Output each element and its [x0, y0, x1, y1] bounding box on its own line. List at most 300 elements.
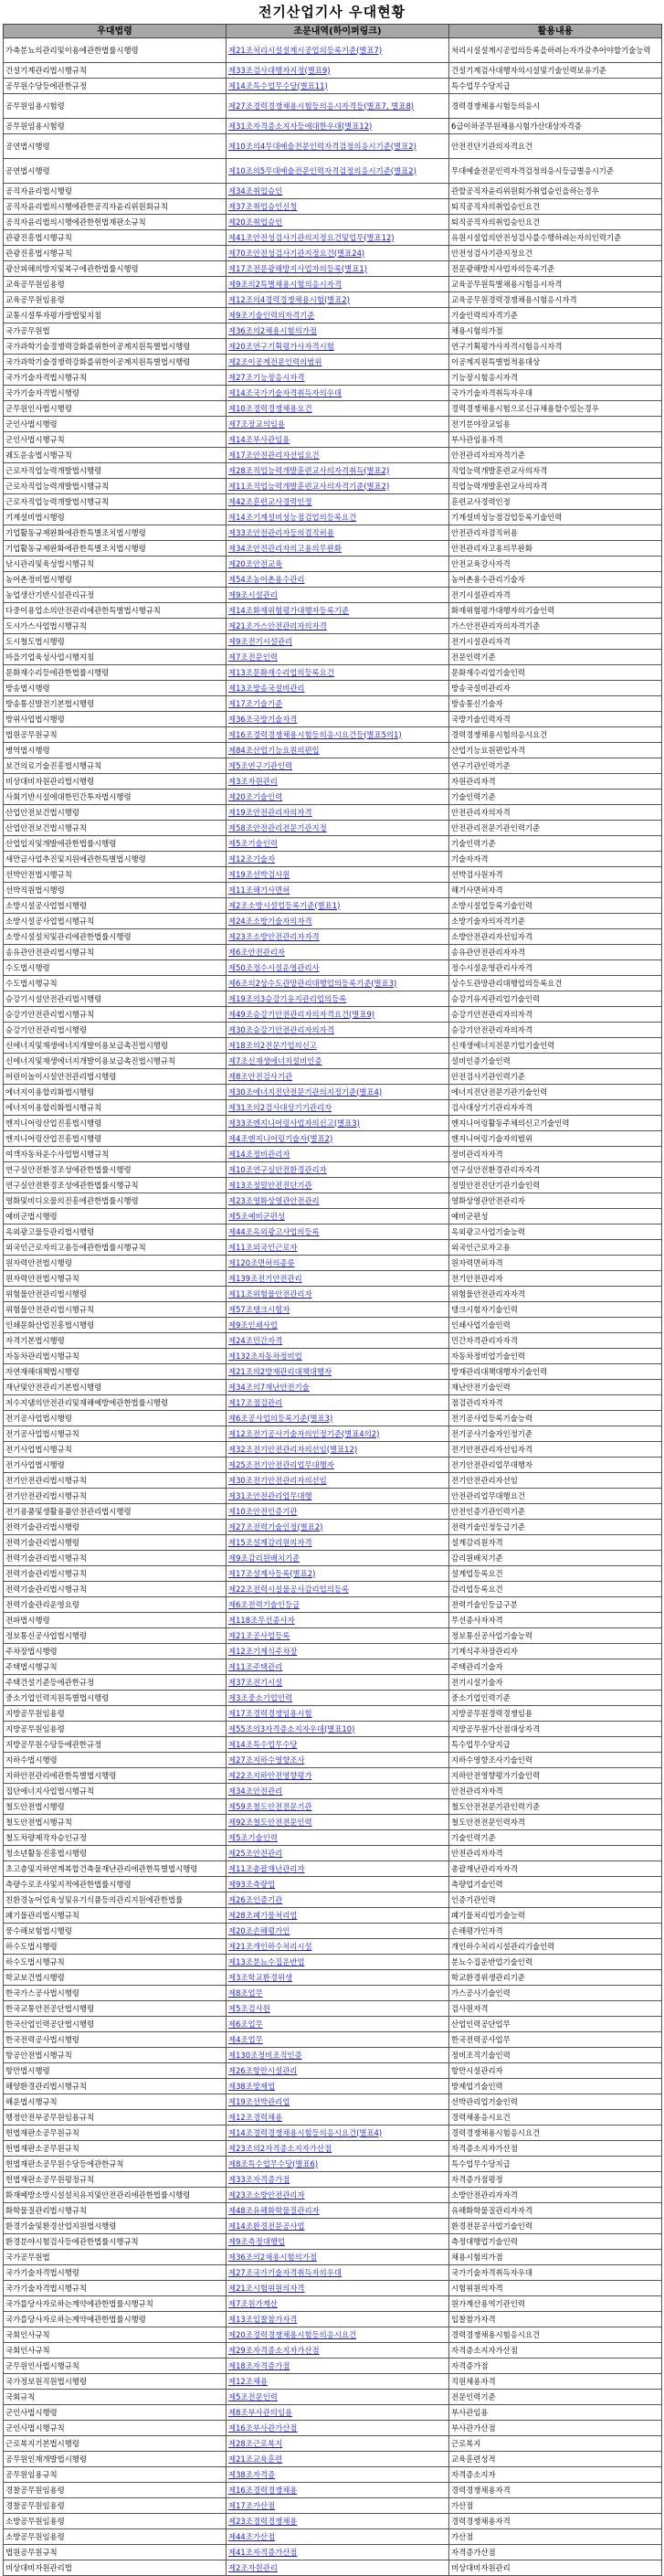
- article-link[interactable]: 제23조영화상영관안전관리: [228, 1195, 320, 1205]
- law-name-cell: 비상대비자원관리법시행령: [4, 774, 227, 790]
- article-cell: [227, 634, 449, 650]
- usage-cell: 신재생에너지전문기업기술인력: [449, 1038, 662, 1054]
- article-link[interactable]: 제13조방송국설비관리: [228, 683, 305, 693]
- article-cell: [227, 215, 449, 230]
- article-link[interactable]: 제55조의3자격증소지자우대(별표10): [228, 1723, 355, 1733]
- law-name-cell: 농업생산기반시설관리규정: [4, 588, 227, 603]
- table-row: [4, 38, 662, 63]
- article-link[interactable]: 제27조전력기술인정(별표2): [228, 1521, 323, 1532]
- article-link[interactable]: 제7조장교의임용: [228, 419, 285, 429]
- article-cell: [227, 2436, 449, 2452]
- article-link[interactable]: 제17조점검관리: [228, 1397, 283, 1407]
- article-link[interactable]: 제6조전력기술인등급: [228, 1599, 300, 1609]
- article-link[interactable]: 제12조기술자: [228, 853, 276, 864]
- usage-cell: 전문인력기준: [449, 650, 662, 665]
- usage-cell: 총괄재난관리자자격: [449, 1861, 662, 1877]
- usage-cell: 소방기술자의자격기준: [449, 914, 662, 929]
- article-cell: [227, 417, 449, 432]
- article-link[interactable]: 제34조안전관리자의고용의무완화: [228, 543, 342, 553]
- article-cell: [227, 960, 449, 976]
- article-link[interactable]: 제9조시설관리: [228, 589, 278, 599]
- article-link[interactable]: 제33조검사대행자지정(별표9): [228, 65, 331, 75]
- law-name-cell: 전력기술관리운영요령: [4, 1597, 227, 1613]
- article-cell: [227, 696, 449, 712]
- article-link[interactable]: 제33조자격증가점: [228, 2174, 290, 2184]
- article-cell: [227, 929, 449, 945]
- article-link[interactable]: 제30조에너지진단전문기관의지정기준(별표4): [228, 1087, 383, 1097]
- article-link[interactable]: 제130조정비조직인증: [228, 2050, 302, 2060]
- article-link[interactable]: 제84조산업기능요원의편입: [228, 745, 320, 755]
- article-link[interactable]: 제12조전기공사기술자의인정기준(별표4의2): [228, 1428, 380, 1438]
- article-link[interactable]: 제12조기계식주차장: [228, 1646, 298, 1656]
- article-link[interactable]: 제7조전문인력: [228, 652, 278, 662]
- article-link[interactable]: 제36조국방기술자격: [228, 714, 298, 724]
- article-link[interactable]: 제14조정비관리자: [228, 1149, 290, 1159]
- article-link[interactable]: 제5조기술인력: [228, 838, 278, 848]
- article-link[interactable]: 제17조설계사등록(별표2): [228, 1568, 316, 1578]
- article-link[interactable]: 제27조경력경쟁채용시험등의응시자격등(별표7, 별표8): [228, 101, 415, 111]
- usage-cell: 자원관리자격: [449, 774, 662, 790]
- usage-cell: 연구기관인력기준: [449, 758, 662, 774]
- article-link[interactable]: 제11조총괄재난관리자: [228, 1863, 305, 1873]
- article-link[interactable]: 제49조승강기안전관리자의자격요건(별표9): [228, 1009, 375, 1019]
- article-link[interactable]: 제9조기술인력의자격기준: [228, 310, 315, 320]
- law-name-cell: 전력기술관리법시행령: [4, 1535, 227, 1551]
- article-link[interactable]: 제10조연구실안전환경관리자: [228, 1164, 327, 1174]
- article-link[interactable]: 제13조문화재수리업의등록요건: [228, 667, 334, 677]
- article-link[interactable]: 제30조전기안전관리자의선임: [228, 1475, 327, 1485]
- article-link[interactable]: 제20조연구기획평가사자격시험: [228, 341, 334, 351]
- article-link[interactable]: 제23조경력경쟁채용: [228, 2516, 298, 2526]
- article-link[interactable]: 제42조훈련교사경력인정: [228, 496, 312, 506]
- article-link[interactable]: 제22조전력시설물공사감리업의등록: [228, 1584, 350, 1594]
- law-name-cell: 국가를당사자로하는계약에관한법률시행령: [4, 2312, 227, 2327]
- article-cell: [227, 1535, 449, 1551]
- law-name-cell: 연구실안전환경조성에관한법률시행규칙: [4, 1178, 227, 1193]
- article-link[interactable]: 제32조전기안전관리자의선임(별표12): [228, 1444, 358, 1454]
- article-link[interactable]: 제93조측량업: [228, 1879, 276, 1889]
- article-link[interactable]: 제5조전문인력: [228, 2391, 278, 2401]
- law-name-cell: 국가과학기술경쟁력강화를위한이공계지원특별법시행령: [4, 339, 227, 355]
- law-name-cell: 중소기업인력지원특별법시행령: [4, 1691, 227, 1706]
- article-link[interactable]: 제19조안전관리자의자격: [228, 807, 312, 817]
- law-name-cell: 산업입지및개발에관한법률시행령: [4, 836, 227, 852]
- table-row: [4, 1054, 662, 1069]
- law-name-cell: 전력기술관리법시행규칙: [4, 1566, 227, 1582]
- article-link[interactable]: 제57조탱크시험자: [228, 1304, 290, 1314]
- article-link[interactable]: 제13조분뇨수집운반업: [228, 1956, 305, 1966]
- table-row: [4, 790, 662, 805]
- law-name-cell: 지하안전관리에관한특별법시행령: [4, 1768, 227, 1784]
- usage-cell: 입찰참가자격: [449, 2312, 662, 2327]
- article-link[interactable]: 제34조안전관리: [228, 1786, 283, 1796]
- article-cell: [227, 2234, 449, 2250]
- article-link[interactable]: 제6조공사업의등록기준(별표3): [228, 1413, 333, 1423]
- article-link[interactable]: 제34조취업승인: [228, 186, 283, 196]
- usage-cell: 채용시험의가점: [449, 323, 662, 339]
- usage-cell: 안전관리자고용의무완화: [449, 541, 662, 557]
- article-link[interactable]: 제16조부사관가산점: [228, 2422, 298, 2433]
- table-row: [4, 1504, 662, 1520]
- article-cell: [227, 134, 449, 159]
- table-row: [4, 2374, 662, 2390]
- article-link[interactable]: 제28조근로복지: [228, 2438, 283, 2448]
- table-row: [4, 1007, 662, 1023]
- article-link[interactable]: 제21조공사업등록: [228, 1630, 290, 1640]
- article-link[interactable]: 제14조기계설비성능점검업의등록요건: [228, 512, 357, 522]
- article-link[interactable]: 제6조의2상수도관망관리대행업의등록기준(별표3): [228, 978, 397, 988]
- article-link[interactable]: 제36조의2채용시험의가점: [228, 325, 317, 335]
- article-link[interactable]: 제31조자격증소지자등에대한우대(별표12): [228, 121, 373, 131]
- article-link[interactable]: 제118조무선종사자: [228, 1615, 295, 1625]
- law-name-cell: 기업활동규제완화에관한특별조치법시행령: [4, 541, 227, 557]
- article-link[interactable]: 제19조의3승강기유지관리업의등록: [228, 993, 347, 1003]
- article-link[interactable]: 제23조의2자격증소지자가산점: [228, 2143, 332, 2153]
- article-link[interactable]: 제19조선박검사원: [228, 869, 290, 879]
- usage-cell: 가산점: [449, 2498, 662, 2514]
- article-link[interactable]: 제30조승강기안전관리자의자격: [228, 1024, 334, 1034]
- article-link[interactable]: 제41조자격증가산점: [228, 2547, 298, 2557]
- article-link[interactable]: 제20조취업승인: [228, 217, 283, 227]
- article-link[interactable]: 제120조면허의종류: [228, 1257, 295, 1267]
- article-cell: [227, 2017, 449, 2032]
- article-cell: [227, 821, 449, 836]
- article-link[interactable]: 제8조특수업무수당(별표6): [228, 2158, 319, 2168]
- article-link[interactable]: 제25조전기안전관리업무대행자: [228, 1459, 334, 1469]
- usage-cell: 지하수영향조사기술인력: [449, 1753, 662, 1768]
- article-link[interactable]: 제3조중소기업인력: [228, 1692, 293, 1702]
- usage-cell: 감리업등록요건: [449, 1582, 662, 1597]
- law-name-cell: 산업안전보건법시행규칙: [4, 821, 227, 836]
- article-link[interactable]: 제37조취업승인신청: [228, 201, 298, 211]
- article-link[interactable]: 제21조교육훈련: [228, 2454, 283, 2464]
- article-link[interactable]: 제16조경력경쟁채용: [228, 2485, 298, 2495]
- article-link[interactable]: 제21조처리시설설계시공업의등록기준(별표7): [228, 45, 383, 55]
- article-link[interactable]: 제17조안전관리자선임요건: [228, 450, 320, 460]
- article-cell: [227, 261, 449, 277]
- article-cell: [227, 1395, 449, 1411]
- article-cell: [227, 2359, 449, 2374]
- article-link[interactable]: 제17조가산점: [228, 2500, 276, 2510]
- article-cell: [227, 2063, 449, 2079]
- article-link[interactable]: 제19조선박관리업: [228, 2096, 290, 2106]
- article-cell: [227, 991, 449, 1007]
- article-link[interactable]: 제14조부사관임용: [228, 434, 290, 444]
- article-link[interactable]: 제28조폐기물처리업: [228, 1910, 298, 1920]
- article-link[interactable]: 제10조의4무대예술전문인력자격검정의응시기준(별표2): [228, 141, 416, 151]
- usage-cell: 국가기술자격취득자우대: [449, 2265, 662, 2281]
- article-link[interactable]: 제6조안전관리자: [228, 947, 285, 957]
- table-row: [4, 1597, 662, 1613]
- article-link[interactable]: 제29조자격증소지자가산점: [228, 2345, 320, 2355]
- article-link[interactable]: 제3조학교환경위생: [228, 1972, 293, 1982]
- article-link[interactable]: 제58조안전관리전문기관지정: [228, 822, 327, 832]
- article-cell: [227, 277, 449, 292]
- article-link[interactable]: 제17조기술기준: [228, 698, 283, 708]
- usage-cell: 안전검사기관인력기준: [449, 1069, 662, 1085]
- article-link[interactable]: 제23조소방안전관리자자격: [228, 931, 320, 941]
- usage-cell: 상수도관망관리대행업의등록요건: [449, 976, 662, 991]
- article-link[interactable]: 제28조직업능력개발훈련교사의자격취득(별표2): [228, 465, 390, 475]
- article-link[interactable]: 제54조농어촌용수관리: [228, 574, 305, 584]
- table-row: [4, 1442, 662, 1458]
- usage-cell: 자격증가산점: [449, 2545, 662, 2560]
- law-name-cell: 도시철도법시행령: [4, 634, 227, 650]
- article-link[interactable]: 제4조업무: [228, 2034, 263, 2044]
- article-cell: [227, 1830, 449, 1846]
- law-name-cell: 법원공무원규칙: [4, 727, 227, 743]
- article-link[interactable]: 제12조의4경력경쟁채용시험(별표2): [228, 294, 351, 304]
- table-row: [4, 1520, 662, 1535]
- article-link[interactable]: 제25조안전관리: [228, 1848, 283, 1858]
- article-link[interactable]: 제9조인쇄사업: [228, 1320, 278, 1330]
- article-link[interactable]: 제2조소방시설업등록기준(별표1): [228, 900, 341, 910]
- table-row: [4, 1318, 662, 1333]
- table-row: [4, 1861, 662, 1877]
- article-link[interactable]: 제11조위험물안전관리자: [228, 1288, 312, 1299]
- usage-cell: 선박검사원자격: [449, 867, 662, 883]
- article-cell: [227, 1861, 449, 1877]
- article-link[interactable]: 제14조국가기술자격취득자의우대: [228, 387, 342, 398]
- article-link[interactable]: 제27조기능장응시자격: [228, 372, 305, 382]
- article-cell: [227, 1131, 449, 1147]
- article-link[interactable]: 제24조민간자격: [228, 1335, 283, 1345]
- article-link[interactable]: 제23조소방안전관리자: [228, 2189, 305, 2200]
- article-link[interactable]: 제21조의2방재관리대책대행자: [228, 1366, 332, 1376]
- article-cell: [227, 867, 449, 883]
- article-cell: [227, 2125, 449, 2141]
- article-link[interactable]: 제12조채용: [228, 2376, 269, 2386]
- usage-cell: 방제업기술인력: [449, 2079, 662, 2094]
- article-link[interactable]: 제26조항만시설관리: [228, 2065, 298, 2075]
- article-link[interactable]: 제8조업무: [228, 1988, 263, 1998]
- article-link[interactable]: 제70조안전성검사기관지정요건(별표24): [228, 248, 365, 258]
- article-link[interactable]: 제9조측정대행업: [228, 2236, 285, 2246]
- law-name-cell: 철도차량제작자승인규정: [4, 1830, 227, 1846]
- article-link[interactable]: 제9조전기시설관리: [228, 636, 293, 646]
- article-link[interactable]: 제24조소방기술자의자격: [228, 916, 312, 926]
- article-link[interactable]: 제37조전기시설: [228, 1677, 283, 1687]
- article-cell: [227, 1333, 449, 1349]
- article-link[interactable]: 제33조안전관리자등의겸직허용: [228, 527, 334, 537]
- usage-cell: 안전관리자의자격: [449, 805, 662, 821]
- article-link[interactable]: 제6조업무: [228, 2019, 263, 2029]
- usage-cell: 정밀안전진단기관기술인력: [449, 1178, 662, 1193]
- law-name-cell: 가축분뇨의관리및이용에관한법률시행령: [4, 38, 227, 63]
- table-row: [4, 386, 662, 401]
- header-law: 우대법령: [4, 25, 227, 38]
- article-link[interactable]: 제2조자원관리: [228, 2562, 278, 2572]
- law-name-cell: 영화및비디오물의진흥에관한법률시행령: [4, 1193, 227, 1209]
- table-row: [4, 1287, 662, 1302]
- article-link[interactable]: 제22조지하안전영향평가: [228, 1770, 312, 1780]
- article-link[interactable]: 제27조지하수영향조사: [228, 1754, 305, 1765]
- article-link[interactable]: 제48조유해화학물질관리자: [228, 2205, 320, 2215]
- usage-cell: 설계감리원자격: [449, 1535, 662, 1551]
- article-link[interactable]: 제13조입찰참가자격: [228, 2314, 298, 2324]
- article-link[interactable]: 제14조환경전문공사업: [228, 2221, 305, 2231]
- article-link[interactable]: 제5조연구기관인력: [228, 760, 293, 770]
- article-link[interactable]: 제36조의2채용시험의가점: [228, 2252, 317, 2262]
- law-name-cell: 근로자직업능력개발법시행규칙: [4, 479, 227, 494]
- usage-cell: 안전성검사기관지정요건: [449, 246, 662, 261]
- article-link[interactable]: 제15조설계감리원의자격: [228, 1537, 312, 1547]
- article-link[interactable]: 제20조경력경쟁채용시험등의응시요건: [228, 2329, 357, 2339]
- article-link[interactable]: 제5조검사원: [228, 2003, 270, 2013]
- usage-cell: 6급이하공무원채용시험가산대상자격증: [449, 119, 662, 134]
- table-row: [4, 2032, 662, 2048]
- law-name-cell: 법원공무원규칙: [4, 2545, 227, 2560]
- table-row: [4, 1691, 662, 1706]
- article-cell: [227, 1023, 449, 1038]
- usage-cell: 직업능력개발훈련교사의자격: [449, 463, 662, 479]
- article-link[interactable]: 제13조정밀안전진단기관: [228, 1180, 312, 1190]
- article-link[interactable]: 제9조의2특별채용시험의응시자격: [228, 279, 342, 289]
- article-cell: [227, 883, 449, 898]
- law-name-cell: 위험물안전관리법시행규칙: [4, 1302, 227, 1318]
- article-link[interactable]: 제27조국가기술자격취득자의우대: [228, 2267, 342, 2277]
- article-link[interactable]: 제12조경력채용: [228, 2112, 283, 2122]
- article-link[interactable]: 제11조직업능력개발훈련교사의자격기준(별표2): [228, 481, 390, 491]
- article-link[interactable]: 제139조전기안전관리: [228, 1273, 302, 1283]
- article-link[interactable]: 제38조방제업: [228, 2081, 276, 2091]
- article-link[interactable]: 제38조자격증: [228, 2469, 276, 2479]
- law-name-cell: 옥외광고물등관리법시행령: [4, 1224, 227, 1240]
- usage-cell: 부사관가산점: [449, 2421, 662, 2436]
- article-cell: [227, 2514, 449, 2529]
- usage-cell: 경력경쟁채용시험의응시요건: [449, 727, 662, 743]
- table-row: [4, 758, 662, 774]
- article-link[interactable]: 제5조예비군편성: [228, 1211, 285, 1221]
- law-name-cell: 선박안전법시행규칙: [4, 867, 227, 883]
- table-row: [4, 2327, 662, 2343]
- article-link[interactable]: 제11조주택관리: [228, 1661, 283, 1671]
- table-row: [4, 991, 662, 1007]
- article-cell: [227, 1380, 449, 1395]
- article-link[interactable]: 제18조자격증가점: [228, 2360, 290, 2370]
- article-link[interactable]: 제14조특수업무수당(별표11): [228, 80, 328, 90]
- article-link[interactable]: 제20조안전교육: [228, 558, 283, 568]
- article-link[interactable]: 제44조옥외광고사업의등록: [228, 1226, 320, 1236]
- article-link[interactable]: 제7조원가계산: [228, 2298, 278, 2308]
- article-cell: [227, 401, 449, 417]
- article-link[interactable]: 제14조화재위험평가대행자등록기준: [228, 605, 350, 615]
- article-link[interactable]: 제31조안전관리업무대행: [228, 1490, 312, 1500]
- article-cell: [227, 525, 449, 541]
- law-name-cell: 화재예방소방시설설치유지및안전관리에관한법률시행령: [4, 2188, 227, 2203]
- article-link[interactable]: 제41조안전성검사기관의지정요건및업무(별표12): [228, 232, 395, 242]
- table-row: [4, 355, 662, 370]
- table-row: [4, 665, 662, 681]
- article-link[interactable]: 제3조자원관리: [228, 776, 278, 786]
- article-link[interactable]: 제8조부사관의임용: [228, 2407, 293, 2417]
- article-link[interactable]: 제16조경력경쟁채용시험등의응시요건등(별표5의1): [228, 729, 402, 739]
- article-link[interactable]: 제17조경력경쟁임용시험: [228, 1708, 312, 1718]
- article-link[interactable]: 제21조시험위원의자격: [228, 2283, 305, 2293]
- article-link[interactable]: 제59조철도안전전문기관: [228, 1801, 312, 1811]
- article-link[interactable]: 제10조의5무대예술전문인력자격검정의응시기준(별표2): [228, 165, 416, 175]
- usage-cell: 부사관임용: [449, 2405, 662, 2421]
- law-name-cell: 신에너지및재생에너지개발이용보급촉진법시행령: [4, 1038, 227, 1054]
- table-row: [4, 1892, 662, 1908]
- article-cell: [227, 1986, 449, 2001]
- table-row: [4, 2141, 662, 2157]
- article-link[interactable]: 제10조경력경쟁채용요건: [228, 403, 312, 413]
- article-link[interactable]: 제21조개인하수처리시설: [228, 1941, 312, 1951]
- usage-cell: 연구기획평가사자격시험응시자격: [449, 339, 662, 355]
- article-link[interactable]: 제20조손해평가인: [228, 1925, 290, 1935]
- law-name-cell: 한국교통안전공단법시행령: [4, 2001, 227, 2017]
- usage-cell: 전력기술인등급구분: [449, 1597, 662, 1613]
- usage-cell: 정비관리자자격: [449, 1147, 662, 1162]
- article-cell: [227, 1411, 449, 1426]
- article-cell: [227, 510, 449, 525]
- article-cell: [227, 1193, 449, 1209]
- table-row: [4, 463, 662, 479]
- article-link[interactable]: 제10조안전인증기관: [228, 1506, 298, 1516]
- table-row: [4, 1473, 662, 1489]
- table-row: [4, 960, 662, 976]
- usage-cell: 전력기술인정등급기준: [449, 1520, 662, 1535]
- article-link[interactable]: 제17조전문광해방지사업자의등록(별표1): [228, 263, 367, 273]
- article-cell: [227, 2157, 449, 2172]
- usage-cell: 소방시설업등록기술인력: [449, 898, 662, 914]
- article-cell: [227, 2079, 449, 2094]
- article-link[interactable]: 제2조이공계전문인력의범위: [228, 356, 322, 366]
- article-link[interactable]: 제9조감리원배치기준: [228, 1553, 300, 1563]
- usage-cell: 인증기관인력: [449, 1892, 662, 1908]
- table-row: [4, 370, 662, 386]
- article-link[interactable]: 제14조경력경쟁채용시험등의응시요건(별표4): [228, 2127, 383, 2137]
- article-link[interactable]: 제7조신재생에너지설비인증: [228, 1055, 322, 1065]
- table-row: [4, 2467, 662, 2483]
- table-row: [4, 1986, 662, 2001]
- article-link[interactable]: 제14조특수업무수당: [228, 1739, 298, 1749]
- article-link[interactable]: 제8조안전검사기관: [228, 1071, 293, 1081]
- law-name-cell: 국가정보원직원법시행령: [4, 2374, 227, 2390]
- article-link[interactable]: 제132조자동차정비업: [228, 1351, 302, 1361]
- table-row: [4, 1768, 662, 1784]
- article-link[interactable]: 제50조정수시설운영관리사: [228, 962, 320, 972]
- article-link[interactable]: 제11조해기사면허: [228, 885, 290, 895]
- article-link[interactable]: 제44조가산점: [228, 2531, 276, 2541]
- usage-cell: 한국전력공사업무: [449, 2032, 662, 2048]
- article-link[interactable]: 제20조기술인력: [228, 791, 283, 801]
- usage-cell: 전기공사업등록기술능력: [449, 1411, 662, 1426]
- usage-cell: 재난안전기술인력: [449, 1380, 662, 1395]
- article-link[interactable]: 제26조인증기관: [228, 1894, 283, 1904]
- article-cell: [227, 976, 449, 991]
- table-row: [4, 1209, 662, 1224]
- article-cell: [227, 681, 449, 696]
- article-link[interactable]: 제11조외국인근로자: [228, 1242, 298, 1252]
- article-link[interactable]: 제18조의2전문기업의신고: [228, 1040, 317, 1050]
- article-link[interactable]: 제31조의2검사대상기기관리자: [228, 1102, 332, 1112]
- article-cell: [227, 2312, 449, 2327]
- law-name-cell: 승강기시설안전관리법시행령: [4, 991, 227, 1007]
- article-cell: [227, 38, 449, 63]
- article-link[interactable]: 제5조기술인력: [228, 1832, 278, 1842]
- usage-cell: 철도안전전문인력자격: [449, 1815, 662, 1830]
- table-row: [4, 572, 662, 588]
- article-cell: [227, 1924, 449, 1939]
- article-link[interactable]: 제21조가스안전관리자의자격: [228, 620, 327, 631]
- article-link[interactable]: 제4조엔지니어링기술자(별표2): [228, 1133, 333, 1143]
- article-link[interactable]: 제34조의7재난안전기술: [228, 1382, 310, 1392]
- law-name-cell: 수도법시행규칙: [4, 976, 227, 991]
- article-link[interactable]: 제33조엔지니어링사업자의신고(별표3): [228, 1118, 360, 1128]
- article-link[interactable]: 제92조철도안전전문인력: [228, 1817, 312, 1827]
